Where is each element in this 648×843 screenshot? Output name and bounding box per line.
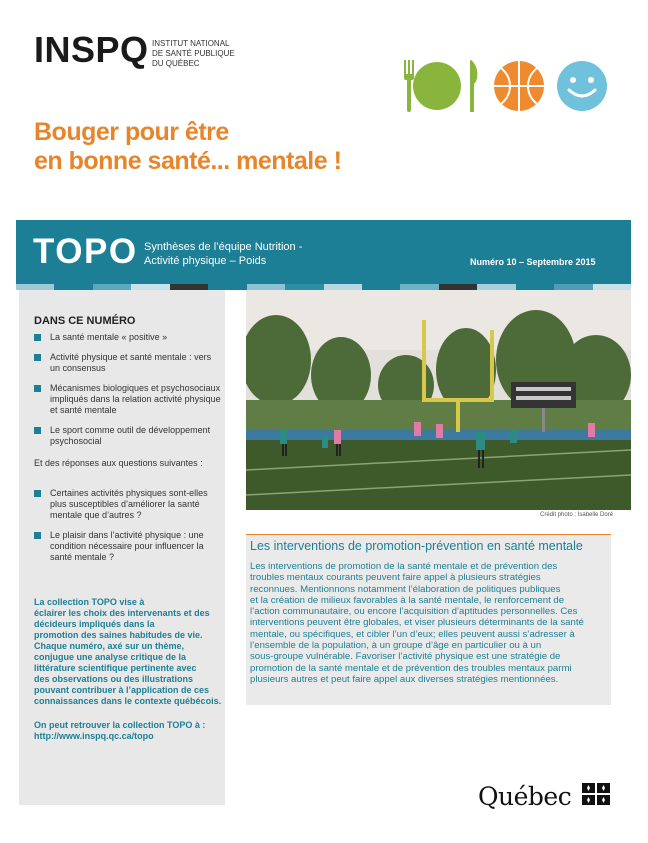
section-line: troubles mentaux courants peuvent faire appel à plusieurs stratégies: [250, 572, 541, 584]
list-item: [34, 352, 222, 374]
bullet-icon: [34, 354, 41, 361]
list-item: [34, 488, 222, 521]
section-line: sous-groupe vulnérable. Favoriser l’activité physique est une stratégie de: [250, 651, 561, 663]
collection-line: Chaque numéro, axé sur un thème,: [34, 641, 185, 651]
logo-sub-line: DE SANTÉ PUBLIQUE: [152, 49, 235, 58]
topo-label: TOPO: [33, 232, 138, 271]
collection-line: pouvant contribuer à l’application de ces: [34, 685, 210, 695]
list-item-label: Activité physique et santé mentale : vers un consensus: [50, 352, 212, 373]
issue-number: Numéro 10 – Septembre 2015: [470, 257, 596, 267]
collection-line: promotion des saines habitudes de vie.: [34, 630, 203, 640]
collection-line: La collection TOPO vise à: [34, 597, 145, 607]
list-item-label: Le plaisir dans l’activité physique : une condition nécessaire pour influencer la santé mentale ?: [50, 530, 204, 562]
list-item: [34, 425, 222, 447]
banner-subtitle-line: Synthèses de l’équipe Nutrition -: [144, 241, 303, 253]
fleur-de-lys-icon: [582, 783, 610, 805]
logo-sub-line: DU QUÉBEC: [152, 59, 200, 68]
collection-line: littérature scientifique pertinente avec: [34, 663, 197, 673]
collection-line: connaissances dans le contexte québécois.: [34, 696, 222, 706]
table-of-contents: [34, 332, 222, 456]
section-line: promotion de la santé mentale et de prévention des troubles mentaux parmi: [250, 662, 572, 674]
section-title: Les interventions de promotion-prévention en santé mentale: [250, 539, 583, 553]
list-item-label: Le sport comme outil de développement psychosocial: [50, 425, 211, 446]
section-line: l’ensemble de la population, à un groupe d’âge en particulier ou à un: [250, 640, 542, 652]
title-line: en bonne santé... mentale !: [34, 147, 342, 175]
sidebar-title: DANS CE NUMÉRO: [34, 315, 136, 327]
header-icons: [401, 58, 611, 114]
photo-credit: Crédit photo : Isabelle Doré: [540, 512, 614, 518]
collection-link[interactable]: http://www.inspq.qc.ca/topo: [34, 731, 154, 741]
knife-icon: [470, 60, 477, 112]
banner-subtitle: [144, 240, 302, 268]
title-line: Bouger pour être: [34, 118, 229, 146]
section-line: reconnues. Mentionnons notamment l’élaboration de politiques publiques: [250, 583, 561, 595]
section-line: interventions peuvent être globales, et viser plusieurs déterminants de la santé: [250, 617, 584, 629]
list-item-label: Mécanismes biologiques et psychosociaux impliqués dans la relation activité physique et santé mentale: [50, 383, 221, 415]
list-item: [34, 332, 222, 343]
bullet-icon: [34, 385, 41, 392]
bullet-icon: [34, 334, 41, 341]
logo-sub-line: INSTITUT NATIONAL: [152, 39, 230, 48]
list-item: [34, 383, 222, 416]
find-text: On peut retrouver la collection TOPO à :: [34, 720, 206, 730]
logo-subtitle: [152, 39, 235, 69]
questions-intro: Et des réponses aux questions suivantes :: [34, 458, 203, 468]
quebec-logo: Québec: [478, 782, 572, 811]
inspq-logo: INSPQ: [34, 29, 149, 70]
section-line: mentale, ou spécifiques, et cibler l’un d’eux; elles peuvent aussi s’adresser à: [250, 628, 575, 640]
football-photo: [246, 290, 631, 510]
plate-icon: [413, 62, 461, 110]
collection-line: conjugue une analyse critique de la: [34, 652, 187, 662]
basketball-icon: [494, 61, 544, 111]
list-item-label: La santé mentale « positive »: [50, 332, 168, 342]
page-title: [34, 118, 341, 176]
section-line: Les interventions de promotion de la santé mentale et de prévention des: [250, 561, 558, 572]
collection-description: [34, 597, 224, 707]
section-line: plusieurs autres et peut faire appel aux diverses stratégies mentionnées.: [250, 673, 559, 685]
collection-line: éclairer les choix des intervenants et des: [34, 608, 210, 618]
section-line: l’action communautaire, ou encore l’acquisition d’aptitudes personnelles. Ces: [250, 606, 578, 618]
smiley-icon: [557, 61, 607, 111]
banner-subtitle-line: Activité physique – Poids: [144, 255, 267, 267]
bullet-icon: [34, 490, 41, 497]
bullet-icon: [34, 427, 41, 434]
questions-list: [34, 488, 222, 572]
bullet-icon: [34, 532, 41, 539]
list-item-label: Certaines activités physiques sont-elles plus susceptibles d’améliorer la santé mentale que d’autres ?: [50, 488, 208, 520]
collection-line: des observations ou des illustrations: [34, 674, 194, 684]
collection-line: décideurs impliqués dans la: [34, 619, 155, 629]
fork-icon: [404, 60, 414, 112]
section-body: [250, 561, 610, 685]
list-item: [34, 530, 222, 563]
collection-link-block: [34, 720, 224, 742]
section-line: et la création de milieux favorables à la santé mentale, le renforcement de: [250, 594, 565, 606]
